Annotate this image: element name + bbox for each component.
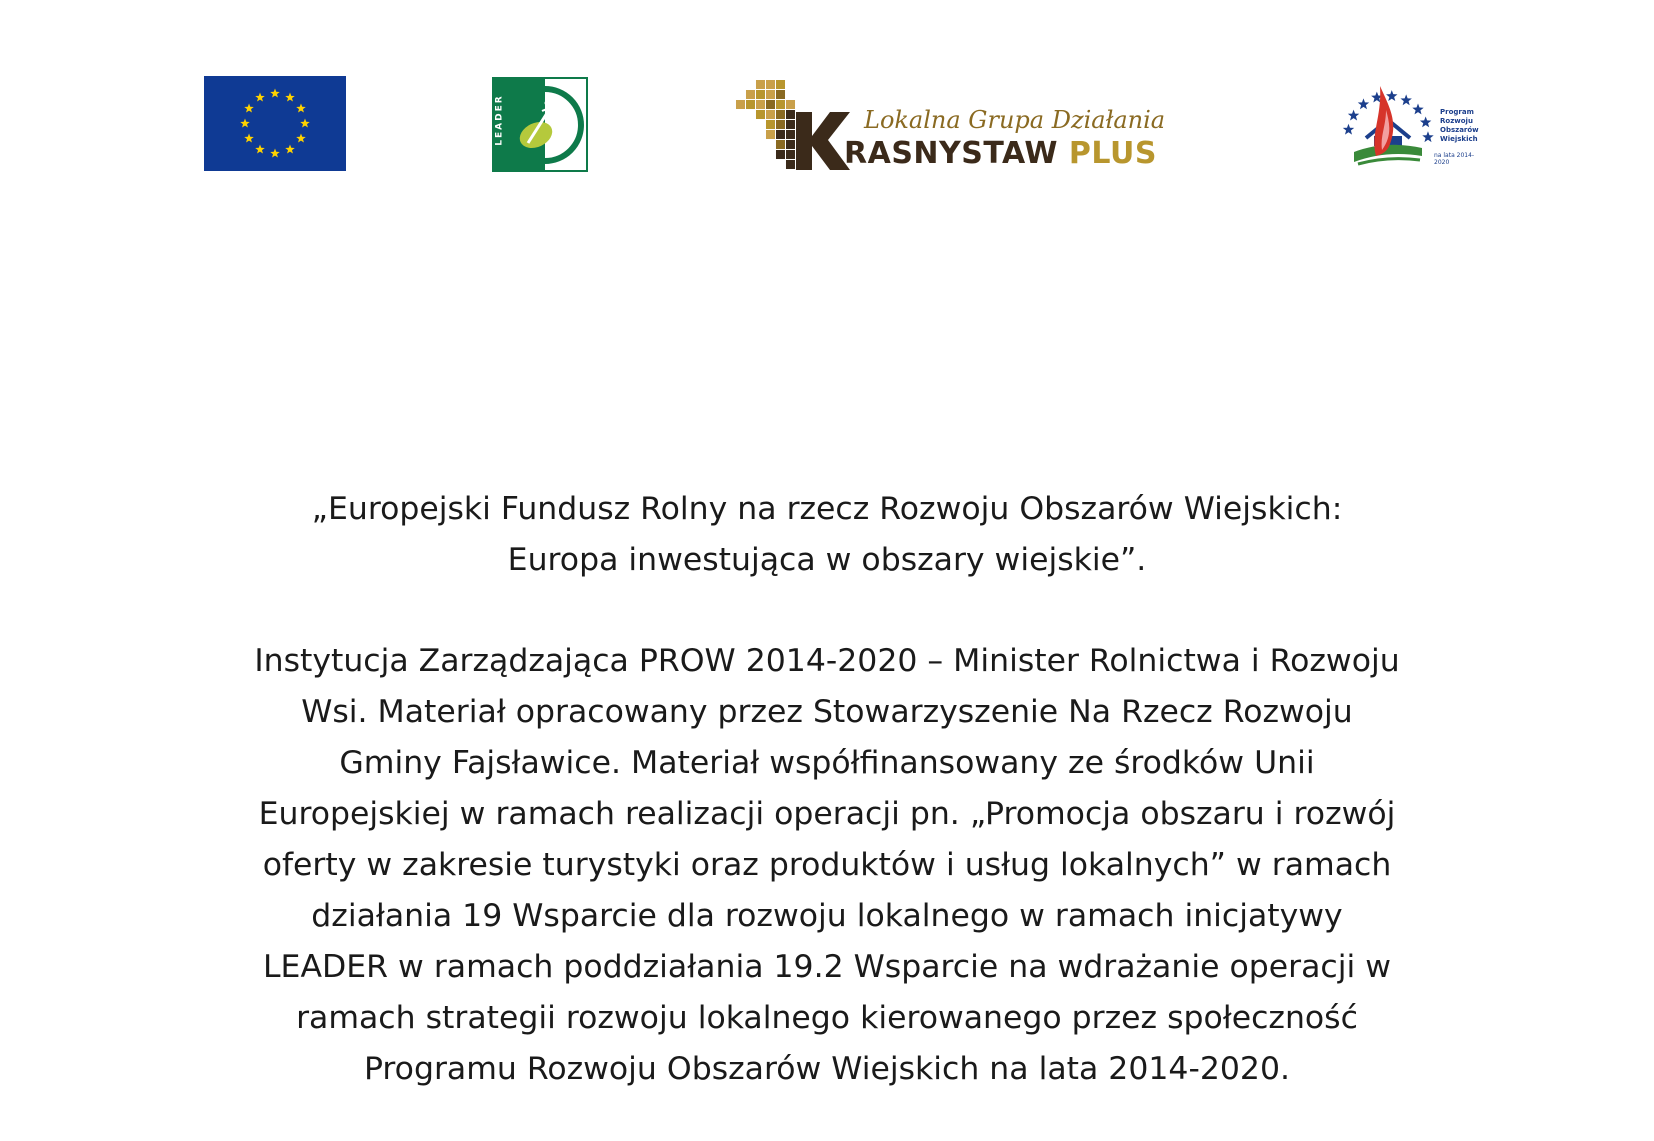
mosaic-square [776, 130, 785, 139]
mosaic-square [776, 140, 785, 149]
prow-text-line: Wiejskich [1440, 135, 1478, 143]
lgd-krasnystaw-plus-logo [734, 78, 1194, 174]
mosaic-square [786, 100, 795, 109]
mosaic-square [766, 100, 775, 109]
mosaic-square [756, 100, 765, 109]
mosaic-square [746, 100, 755, 109]
motto-line: Europa inwestująca w obszary wiejskie”. [507, 542, 1147, 578]
info-line: ramach strategii rozwoju lokalnego kierowanego przez społeczność [296, 1000, 1358, 1036]
leader-label: LEADER [494, 94, 505, 146]
mosaic-square [756, 90, 765, 99]
eafrd-motto [150, 484, 1504, 586]
prow-logo [1336, 78, 1486, 174]
funding-information [150, 636, 1504, 1095]
mosaic-square [766, 80, 775, 89]
mosaic-square [786, 140, 795, 149]
mosaic-square [746, 90, 755, 99]
info-line: Instytucja Zarządzająca PROW 2014-2020 – Minister Rolnictwa i Rozwoju [254, 643, 1400, 679]
info-line: Programu Rozwoju Obszarów Wiejskich na lata 2014-2020. [363, 1051, 1291, 1087]
mosaic-square [786, 130, 795, 139]
prow-text-line: Program [1440, 108, 1474, 116]
lgd-brand-main: RASNYSTAW [844, 136, 1058, 171]
mosaic-square [766, 120, 775, 129]
mosaic-square [776, 80, 785, 89]
mosaic-square [776, 100, 785, 109]
mosaic-square [786, 160, 795, 169]
mosaic-square [756, 80, 765, 89]
leader-logo [492, 77, 588, 172]
prow-emblem-icon [1336, 78, 1436, 174]
info-line: oferty w zakresie turystyki oraz produktów i usług lokalnych” w ramach [262, 847, 1392, 883]
eu-flag-logo [204, 76, 346, 171]
info-line: Wsi. Materiał opracowany przez Stowarzyszenie Na Rzecz Rozwoju [301, 694, 1353, 730]
star-icon [1412, 104, 1423, 115]
mosaic-square [776, 150, 785, 159]
motto-line: „Europejski Fundusz Rolny na rzecz Rozwoju Obszarów Wiejskich: [311, 491, 1343, 527]
mosaic-square [776, 120, 785, 129]
info-line: Europejskiej w ramach realizacji operacji pn. „Promocja obszaru i rozwój [258, 796, 1396, 832]
star-icon [1420, 116, 1431, 127]
mosaic-square [766, 110, 775, 119]
mosaic-square [756, 110, 765, 119]
prow-text [1440, 108, 1479, 144]
star-icon [1348, 110, 1359, 121]
mosaic-square [736, 100, 745, 109]
mosaic-square [776, 90, 785, 99]
eu-flag-icon [204, 76, 346, 171]
star-icon [1386, 90, 1397, 101]
mosaic-square [786, 150, 795, 159]
info-line: Gminy Fajsławice. Materiał współfinansowany ze środków Unii [339, 745, 1315, 781]
lgd-brand-line [844, 136, 1157, 171]
prow-years: na lata 2014-2020 [1434, 152, 1475, 166]
info-line: LEADER w ramach poddziałania 19.2 Wsparcie na wdrażanie operacji w [263, 949, 1391, 985]
star-icon [1422, 131, 1433, 142]
lgd-mosaic-icon [734, 78, 854, 174]
leader-icon [492, 77, 588, 172]
prow-text-line: Rozwoju [1440, 117, 1473, 125]
lgd-name-line: Lokalna Grupa Działania [864, 106, 1166, 134]
info-line: działania 19 Wsparcie dla rozwoju lokalnego w ramach inicjatywy [311, 898, 1343, 934]
mosaic-square [786, 110, 795, 119]
lgd-brand-plus: PLUS [1068, 136, 1157, 171]
mosaic-square [786, 120, 795, 129]
star-icon [1343, 124, 1354, 135]
mosaic-square [766, 90, 775, 99]
star-icon [1358, 98, 1369, 109]
star-icon [1400, 94, 1411, 105]
prow-text-line: Obszarów [1440, 126, 1479, 134]
mosaic-square [776, 110, 785, 119]
mosaic-square [766, 130, 775, 139]
